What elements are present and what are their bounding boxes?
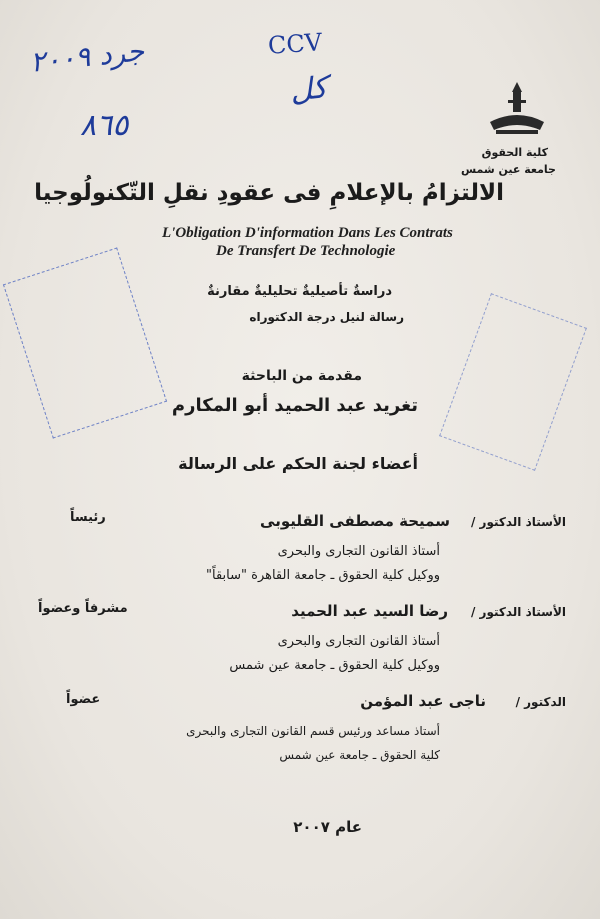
member-2-affiliation: ووكيل كلية الحقوق ـ جامعة عين شمس — [229, 658, 440, 673]
committee-title: أعضاء لجنة الحكم على الرسالة — [178, 454, 418, 473]
faculty-name: كلية الحقوق — [481, 146, 548, 159]
member-2-title: الأستاذ الدكتور / — [470, 605, 566, 619]
member-3-role: عضواً — [66, 692, 101, 707]
researcher-name: تغريد عبد الحميد أبو المكارم — [171, 395, 418, 416]
handwritten-number: ٨٦٥ — [80, 108, 129, 143]
thesis-title-arabic: الالتزامُ بالإعلامِ فى عقودِ نقلِ التّكنولُوجيا — [34, 180, 504, 206]
faint-stamp-left — [3, 247, 167, 438]
year: عام ٢٠٠٧ — [293, 818, 362, 836]
handwritten-mark: كل — [288, 70, 329, 109]
faint-stamp-right — [439, 293, 587, 471]
member-1-position: أستاذ القانون التجارى والبحرى — [277, 544, 440, 559]
handwritten-code: CCV — [267, 28, 323, 60]
university-logo — [482, 78, 552, 140]
member-2-role: مشرفاً وعضواً — [38, 601, 128, 616]
member-3-title: الدكتور / — [515, 695, 566, 709]
member-1-role: رئيساً — [70, 510, 106, 525]
member-1-name: سميحة مصطفى القليوبى — [260, 512, 450, 530]
member-2-name: رضا السيد عبد الحميد — [291, 602, 448, 620]
member-3-position: أستاذ مساعد ورئيس قسم القانون التجارى والبحرى — [186, 724, 440, 738]
thesis-title-french-line1: L'Obligation D'information Dans Les Contrats — [162, 225, 453, 241]
degree-line: رسالة لنيل درجة الدكتوراه — [249, 310, 404, 324]
member-2-position: أستاذ القانون التجارى والبحرى — [277, 634, 440, 649]
handwritten-inventory-note: جرد ٢٠٠٩ — [28, 34, 146, 79]
presented-by-label: مقدمة من الباحثة — [241, 368, 362, 384]
member-3-affiliation: كلية الحقوق ـ جامعة عين شمس — [279, 748, 440, 762]
member-3-name: ناجى عبد المؤمن — [360, 692, 486, 710]
thesis-title-french-line2: De Transfert De Technologie — [216, 243, 396, 259]
study-type: دراسةٌ تأصيليةٌ تحليليةٌ مقارنةٌ — [207, 284, 392, 299]
member-1-title: الأستاذ الدكتور / — [470, 515, 566, 529]
member-1-affiliation: ووكيل كلية الحقوق ـ جامعة القاهرة "سابقاً" — [206, 568, 440, 583]
university-name: جامعة عين شمس — [460, 163, 556, 176]
